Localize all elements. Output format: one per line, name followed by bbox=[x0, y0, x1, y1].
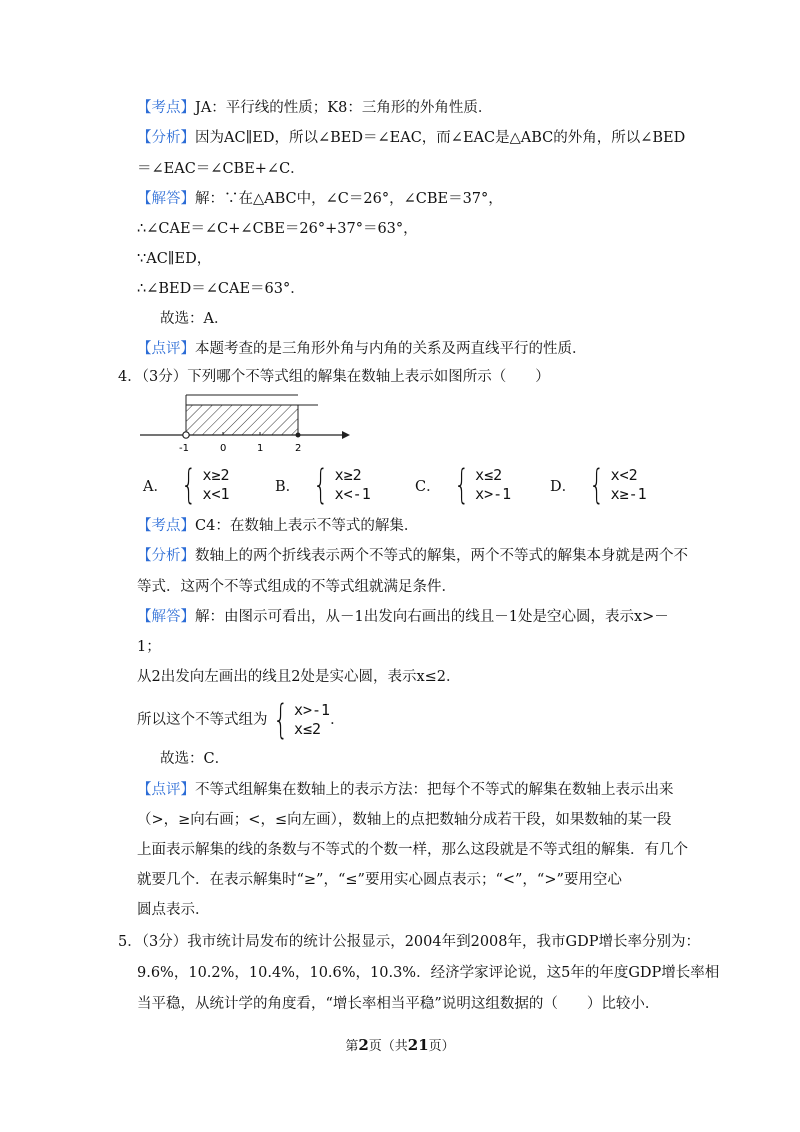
dianping-2-line-1 bbox=[137, 780, 674, 800]
fenxi-2-line-2: 等式．这两个不等式组成的不等式组就满足条件． bbox=[137, 579, 456, 595]
kaodian-line-1 bbox=[137, 98, 492, 118]
jieda-2-line-4-end: ． bbox=[330, 712, 345, 728]
fenxi-tag: 【分析】 bbox=[137, 130, 195, 146]
kaodian-text: JA：平行线的性质；K8：三角形的外角性质． bbox=[195, 100, 493, 116]
answer-system: { x>-1 x≤2 bbox=[272, 697, 331, 743]
jieda-line-4: ∴∠BED＝∠CAE＝63°． bbox=[137, 281, 305, 297]
option-b-row-2: x<-1 bbox=[334, 485, 371, 503]
jieda-2-line-1 bbox=[137, 607, 669, 627]
footer-post: 页） bbox=[428, 1039, 455, 1054]
jieda-2-line-4 bbox=[137, 697, 345, 743]
option-b-label: B． bbox=[275, 478, 301, 495]
question-5-line-1: 5．（3分）我市统计局发布的统计公报显示，2004年到2008年，我市GDP增长率分别为： bbox=[118, 934, 700, 950]
kaodian-line-2 bbox=[137, 516, 418, 536]
jieda-line-3: ∵AC∥ED， bbox=[137, 251, 212, 267]
jieda-tag: 【解答】 bbox=[137, 191, 195, 207]
option-d[interactable] bbox=[550, 462, 647, 508]
fenxi-line-2: ＝∠EAC＝∠CBE+∠C． bbox=[137, 161, 305, 177]
kaodian-text-2: C4：在数轴上表示不等式的解集． bbox=[195, 518, 419, 534]
question-5-line-2: 9.6%，10.2%，10.4%，10.6%，10.3%．经济学家评论说，这5年的年度GDP增长率相 bbox=[137, 965, 720, 981]
dianping-line-1 bbox=[137, 339, 587, 359]
option-a-system: { x≥2 x<1 bbox=[181, 462, 230, 508]
fenxi-text: 因为AC∥ED，所以∠BED＝∠EAC，而∠EAC是△ABC的外角，所以∠BED bbox=[195, 130, 686, 146]
solid-dot-two bbox=[296, 433, 301, 438]
option-a-row-2: x<1 bbox=[202, 485, 230, 503]
jieda-line-2: ∴∠CAE＝∠C+∠CBE＝26°+37°＝63°， bbox=[137, 221, 418, 237]
option-b-row-1: x≥2 bbox=[334, 466, 362, 484]
option-c-label: C． bbox=[415, 478, 441, 495]
dianping-2-line-5: 圆点表示． bbox=[137, 902, 210, 918]
jieda-tag-2: 【解答】 bbox=[137, 609, 195, 625]
question-4-stem: 4．（3分）下列哪个不等式组的解集在数轴上表示如图所示（ ） bbox=[118, 369, 550, 385]
tick-label-minus-one: -1 bbox=[179, 443, 189, 454]
jieda-2-line-5: 故选：C． bbox=[160, 751, 230, 767]
dianping-2-line-2: （>，≥向右画；<，≤向左画），数轴上的点把数轴分成若干段，如果数轴的某一段 bbox=[137, 812, 672, 828]
tick-label-2: 2 bbox=[295, 443, 302, 454]
option-a-label: A． bbox=[143, 478, 168, 495]
footer-total-pages: 21 bbox=[407, 1036, 429, 1054]
axis-arrow-icon bbox=[342, 431, 350, 439]
dianping-tag-2: 【点评】 bbox=[137, 782, 195, 798]
jieda-2-line-2: 1； bbox=[137, 639, 161, 655]
option-a-row-1: x≥2 bbox=[202, 466, 230, 484]
question-5-line-3: 当平稳，从统计学的角度看，“增长率相当平稳”说明这组数据的（ ）比较小． bbox=[137, 996, 660, 1012]
option-c[interactable] bbox=[415, 462, 512, 508]
jieda-text: 解：∵在△ABC中，∠C＝26°，∠CBE＝37°， bbox=[195, 191, 503, 207]
footer-page-number: 2 bbox=[358, 1036, 369, 1054]
number-line-figure bbox=[138, 390, 350, 456]
option-c-row-1: x≤2 bbox=[475, 466, 503, 484]
solution-hatch bbox=[186, 405, 298, 435]
option-c-system: { x≤2 x>-1 bbox=[453, 462, 512, 508]
option-d-label: D． bbox=[550, 478, 577, 495]
answer-system-row-2: x≤2 bbox=[293, 720, 322, 738]
footer-pre: 第 bbox=[345, 1039, 359, 1054]
option-b[interactable] bbox=[275, 462, 371, 508]
fenxi-line-1 bbox=[137, 128, 685, 148]
dianping-tag: 【点评】 bbox=[137, 341, 195, 357]
fenxi-2-text: 数轴上的两个折线表示两个不等式的解集，两个不等式的解集本身就是两个不 bbox=[195, 548, 688, 564]
kaodian-tag: 【考点】 bbox=[137, 100, 195, 116]
tick-label-1: 1 bbox=[257, 443, 264, 454]
dianping-2-line-3: 上面表示解集的线的条数与不等式的个数一样，那么这段就是不等式组的解集．有几个 bbox=[137, 842, 688, 858]
page-footer bbox=[0, 1035, 800, 1054]
option-d-row-1: x<2 bbox=[610, 466, 638, 484]
option-d-row-2: x≥-1 bbox=[610, 485, 647, 503]
dianping-2-line-4: 就要几个．在表示解集时“≥”，“≤”要用实心圆点表示；“<”，“>”要用空心 bbox=[137, 872, 622, 888]
jieda-line-5: 故选：A． bbox=[160, 311, 229, 327]
footer-mid: 页（共 bbox=[368, 1039, 408, 1054]
open-circle-minus-one bbox=[183, 432, 189, 438]
option-d-system: { x<2 x≥-1 bbox=[589, 462, 647, 508]
jieda-line-1 bbox=[137, 189, 503, 209]
dianping-2-text: 不等式组解集在数轴上的表示方法：把每个不等式的解集在数轴上表示出来 bbox=[195, 782, 674, 798]
dianping-text: 本题考查的是三角形外角与内角的关系及两直线平行的性质． bbox=[195, 341, 587, 357]
fenxi-tag-2: 【分析】 bbox=[137, 548, 195, 564]
tick-label-0: 0 bbox=[220, 443, 227, 454]
option-b-system: { x≥2 x<-1 bbox=[313, 462, 371, 508]
answer-system-row-1: x>-1 bbox=[293, 701, 331, 719]
jieda-2-text: 解：由图示可看出，从－1出发向右画出的线且－1处是空心圆，表示x>－ bbox=[195, 609, 669, 625]
fenxi-2-line-1 bbox=[137, 546, 688, 566]
jieda-2-line-4-text: 所以这个不等式组为 bbox=[137, 712, 268, 728]
jieda-2-line-3: 从2出发向左画出的线且2处是实心圆，表示x≤2． bbox=[137, 669, 461, 685]
kaodian-tag-2: 【考点】 bbox=[137, 518, 195, 534]
option-c-row-2: x>-1 bbox=[475, 485, 512, 503]
option-a[interactable] bbox=[143, 462, 230, 508]
